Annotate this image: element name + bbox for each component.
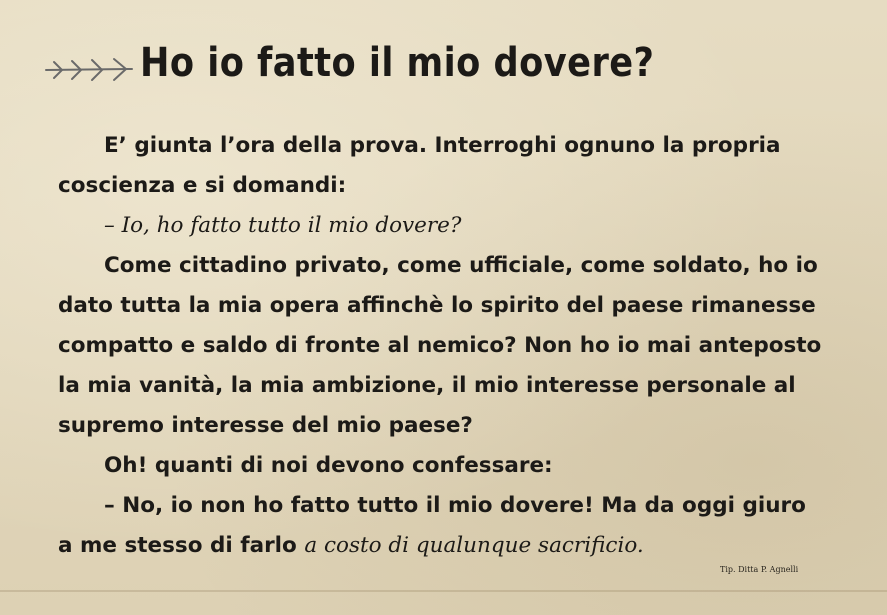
text-run: il mio dovere! Ma da oggi giuro <box>418 493 806 518</box>
paragraph-line: la mia vanità, la mia ambizione, il mio interesse personale al <box>58 373 796 398</box>
question-line: – Io, ho fatto tutto il mio dovere? <box>104 213 462 238</box>
paragraph-line: Oh! quanti di noi devono confessare: <box>104 453 553 478</box>
leaflet-title: Ho io fatto il mio dovere? <box>140 40 655 86</box>
text-run: a me stesso di farlo <box>58 533 305 558</box>
paragraph-line: Come cittadino privato, come ufficiale, come soldato, ho io <box>104 253 818 278</box>
paragraph-line <box>58 526 830 566</box>
emphasis-word: tutto <box>357 493 419 518</box>
text-run: – No, io non ho fatto <box>104 493 358 518</box>
paragraph-line: E’ giunta l’ora della prova. Interroghi ognuno la propria <box>104 133 781 158</box>
paragraph-line: compatto e saldo di fronte al nemico? Non ho io mai anteposto <box>58 333 822 358</box>
leaflet-body <box>58 126 830 566</box>
paragraph-line: coscienza e si domandi: <box>58 173 347 198</box>
paper-fold-line <box>0 590 887 592</box>
paragraph-line <box>58 486 830 526</box>
hand-drawn-arrow-icon <box>42 54 134 84</box>
emphasis-phrase: a costo di qualunque sacrificio. <box>304 533 644 558</box>
printer-imprint: Tip. Ditta P. Agnelli <box>720 565 799 574</box>
paragraph-line: supremo interesse del mio paese? <box>58 413 473 438</box>
paragraph-line: dato tutta la mia opera affinchè lo spirito del paese rimanesse <box>58 293 816 318</box>
